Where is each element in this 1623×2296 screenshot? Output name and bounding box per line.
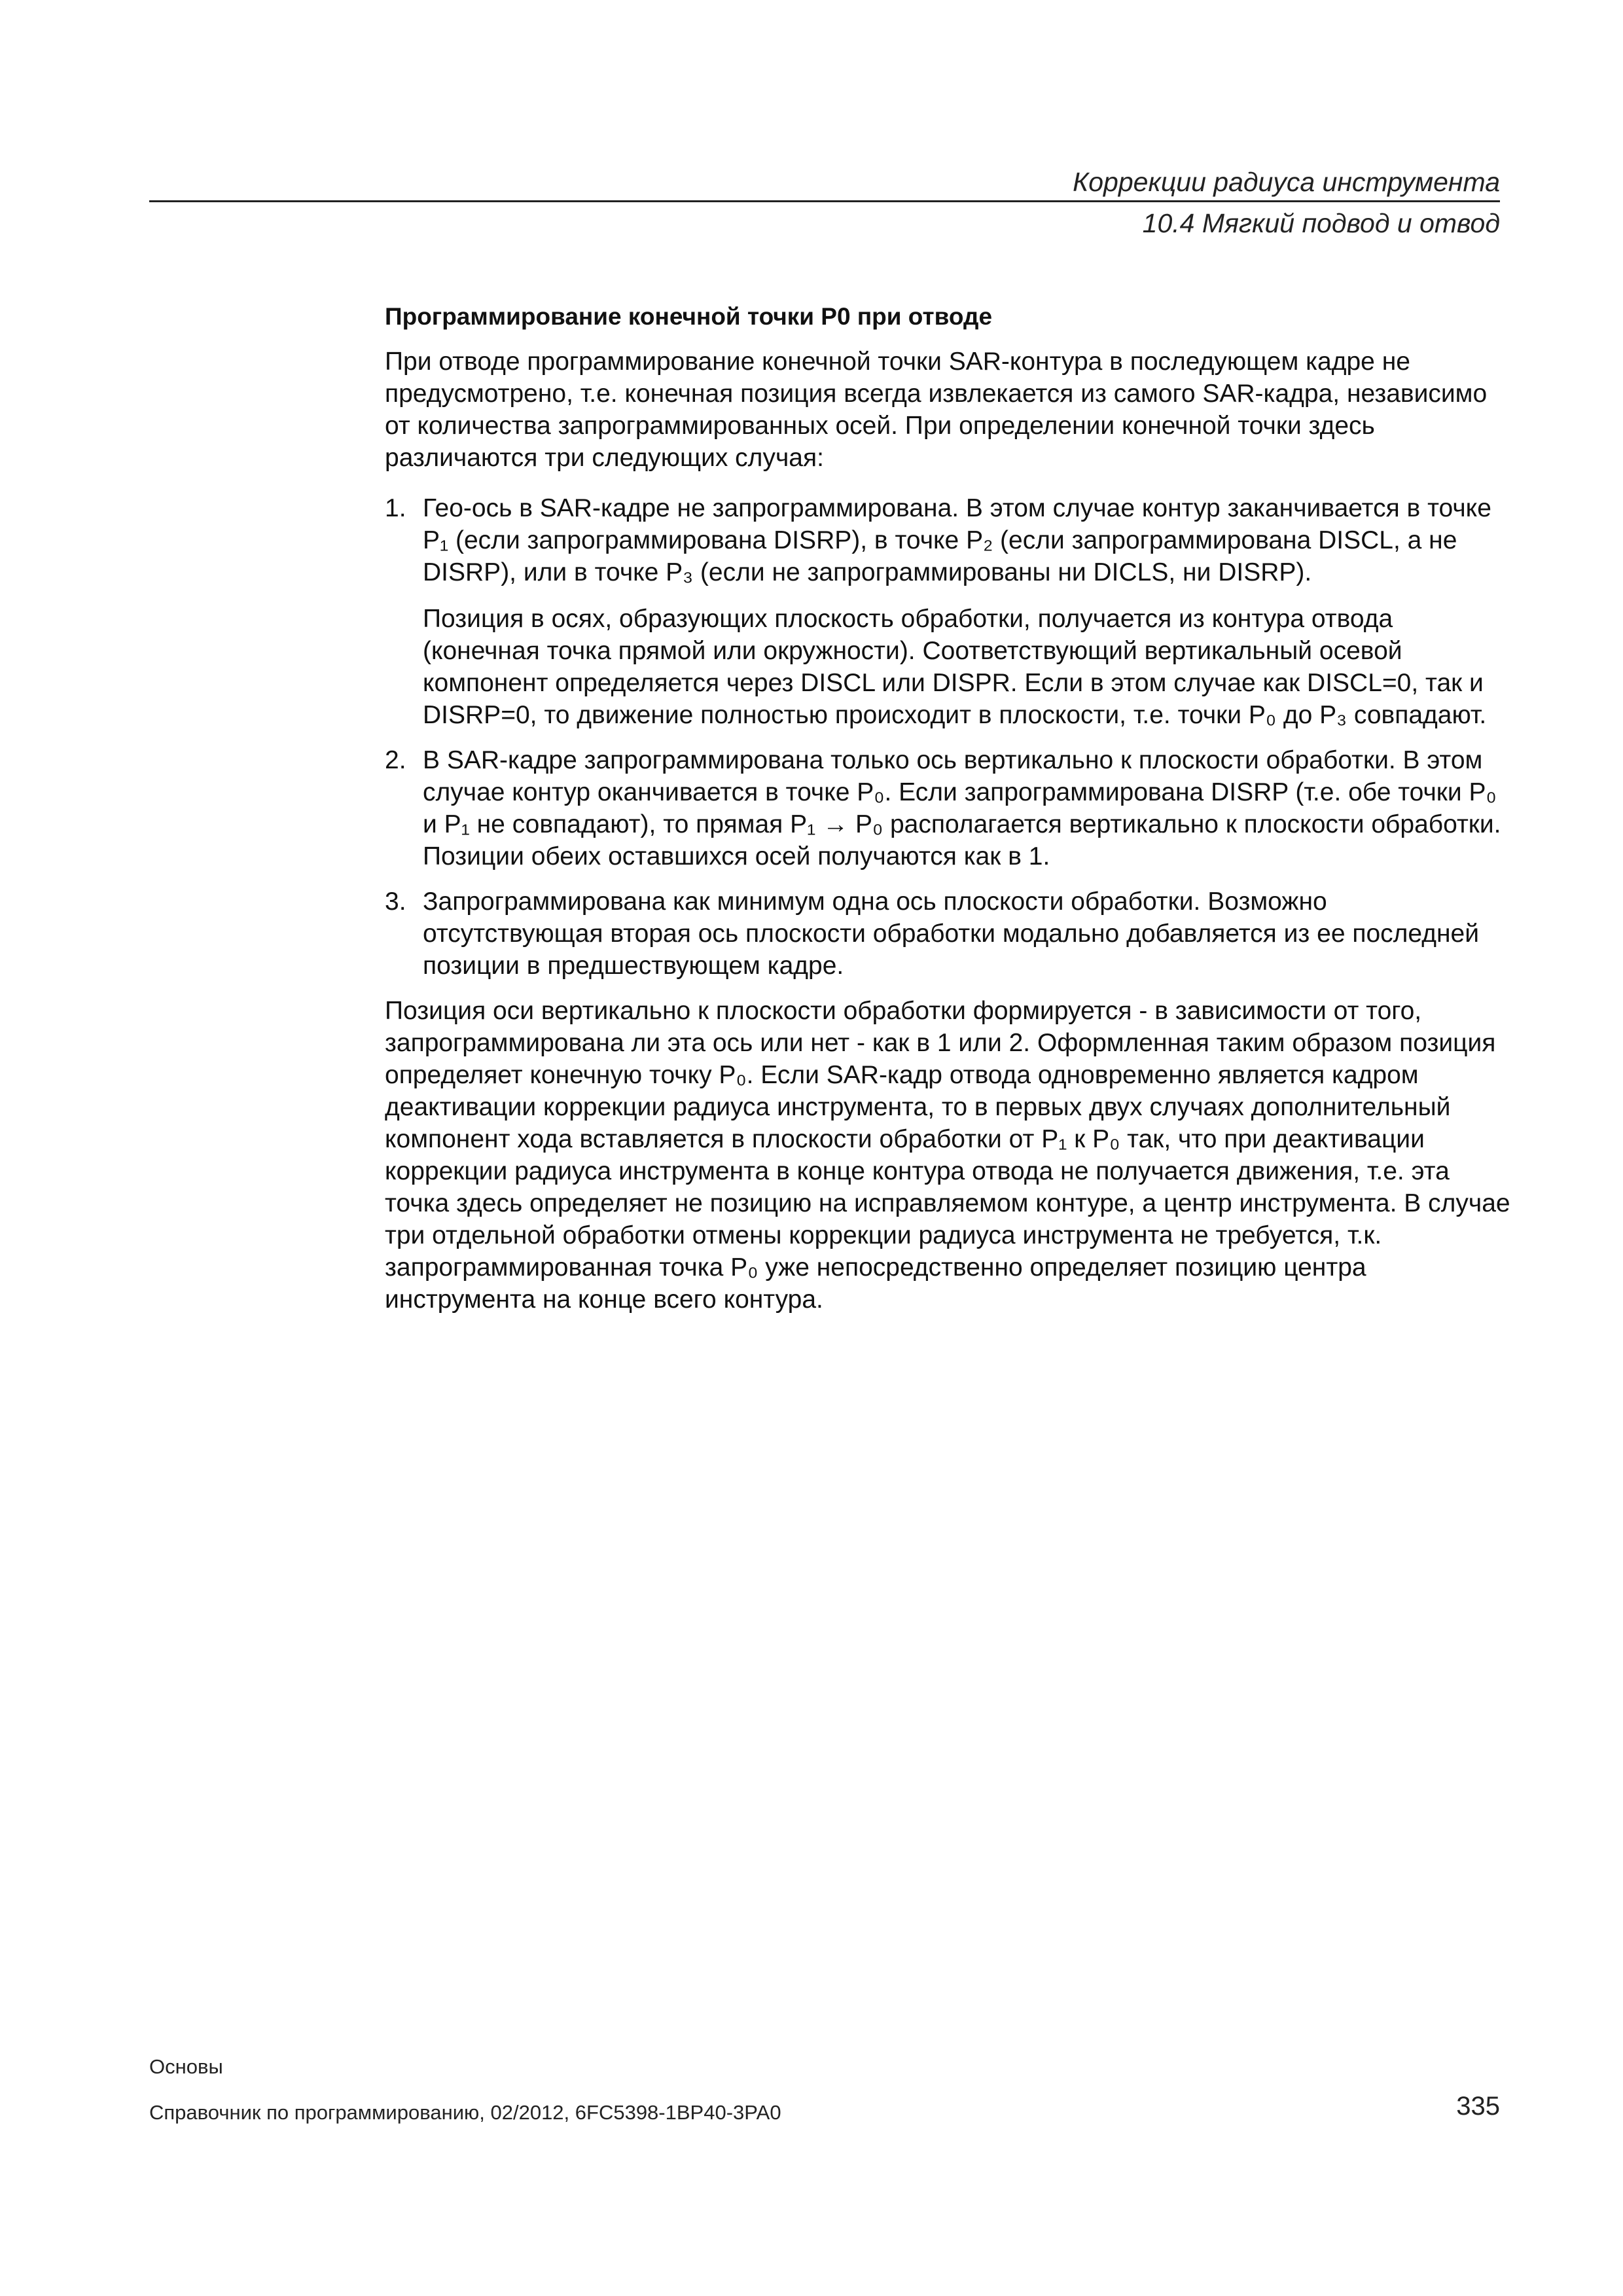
main-content <box>385 301 1510 1334</box>
list-item <box>385 492 1510 731</box>
footer-product-name: Основы <box>149 2055 223 2078</box>
list-item <box>385 886 1510 982</box>
list-item-number: 3. <box>385 888 406 916</box>
cases-list <box>385 492 1510 982</box>
list-item <box>385 744 1510 872</box>
intro-paragraph: При отводе программирование конечной точки SAR-контура в последующем кадре не предусмотрено, т.е. конечная позиция всегда извлекается из самого SAR-кадра, независимо от количества запрограммированных осей. При определении конечной точки здесь различаются три следующих случая: <box>385 348 1488 472</box>
page-number: 335 <box>1456 2092 1500 2121</box>
conclusion-paragraph: Позиция оси вертикально к плоскости обработки формируется - в зависимости от того, запрограммирована ли эта ось или нет - как в 1 или 2. Оформленная таким образом позиция определяет конечную точку P₀. Если SAR-кадр отвода одновременно является кадром деактивации коррекции радиуса инструмента, то в первых двух случаях дополнительный компонент хода вставляется в плоскости обработки от P₁ к P₀ так, что при деактивации коррекции радиуса инструмента в конце контура отвода не получается движения, т.е. эта точка здесь определяет не позицию на исправляемом контуре, а центр инструмента. В случае три отдельной обработки отмены коррекции радиуса инструмента не требуется, т.к. запрограммированная точка P₀ уже непосредственно определяет позицию центра инструмента на конце всего контура. <box>385 997 1510 1314</box>
list-item-text: Гео-ось в SAR-кадре не запрограммирована. В этом случае контур заканчивается в точке P₁ (если запрограммирована DISRP), в точке P₂ (если запрограммирована DISCL, а не DISRP), или в точке P₃ (если не запрограммированы ни DICLS, ни DISRP). <box>423 494 1491 586</box>
list-item-number: 1. <box>385 494 406 522</box>
list-item-text: Позиция в осях, образующих плоскость обработки, получается из контура отвода (конечная точка прямой или окружности). Соответствующий вертикальный осевой компонент определяется через DISCL или DISPR. Если в этом случае как DISCL=0, так и DISRP=0, то движение полностью происходит в плоскости, т.е. точки P₀ до P₃ совпадают. <box>423 605 1487 729</box>
section-heading: Программирование конечной точки P0 при отводе <box>385 303 993 330</box>
header-rule <box>149 200 1500 202</box>
list-item-text: В SAR-кадре запрограммирована только ось вертикально к плоскости обработки. В этом случае контур оканчивается в точке P₀. Если запрограммирована DISRP (т.е. обе точки P₀ и P₁ не совпадают), то прямая P₁ → P₀ располагается вертикально к плоскости обработки. Позиции обеих оставшихся осей получаются как в 1. <box>423 746 1501 870</box>
list-item-text: Запрограммирована как минимум одна ось плоскости обработки. Возможно отсутствующая вторая ось плоскости обработки модально добавляется из ее последней позиции в предшествующем кадре. <box>423 888 1480 980</box>
list-item-number: 2. <box>385 746 406 774</box>
running-header-section: 10.4 Мягкий подвод и отвод <box>1142 208 1500 238</box>
footer-manual-info: Справочник по программированию, 02/2012, 6FC5398-1BP40-3PA0 <box>149 2101 781 2124</box>
running-header-chapter: Коррекции радиуса инструмента <box>1073 167 1500 197</box>
